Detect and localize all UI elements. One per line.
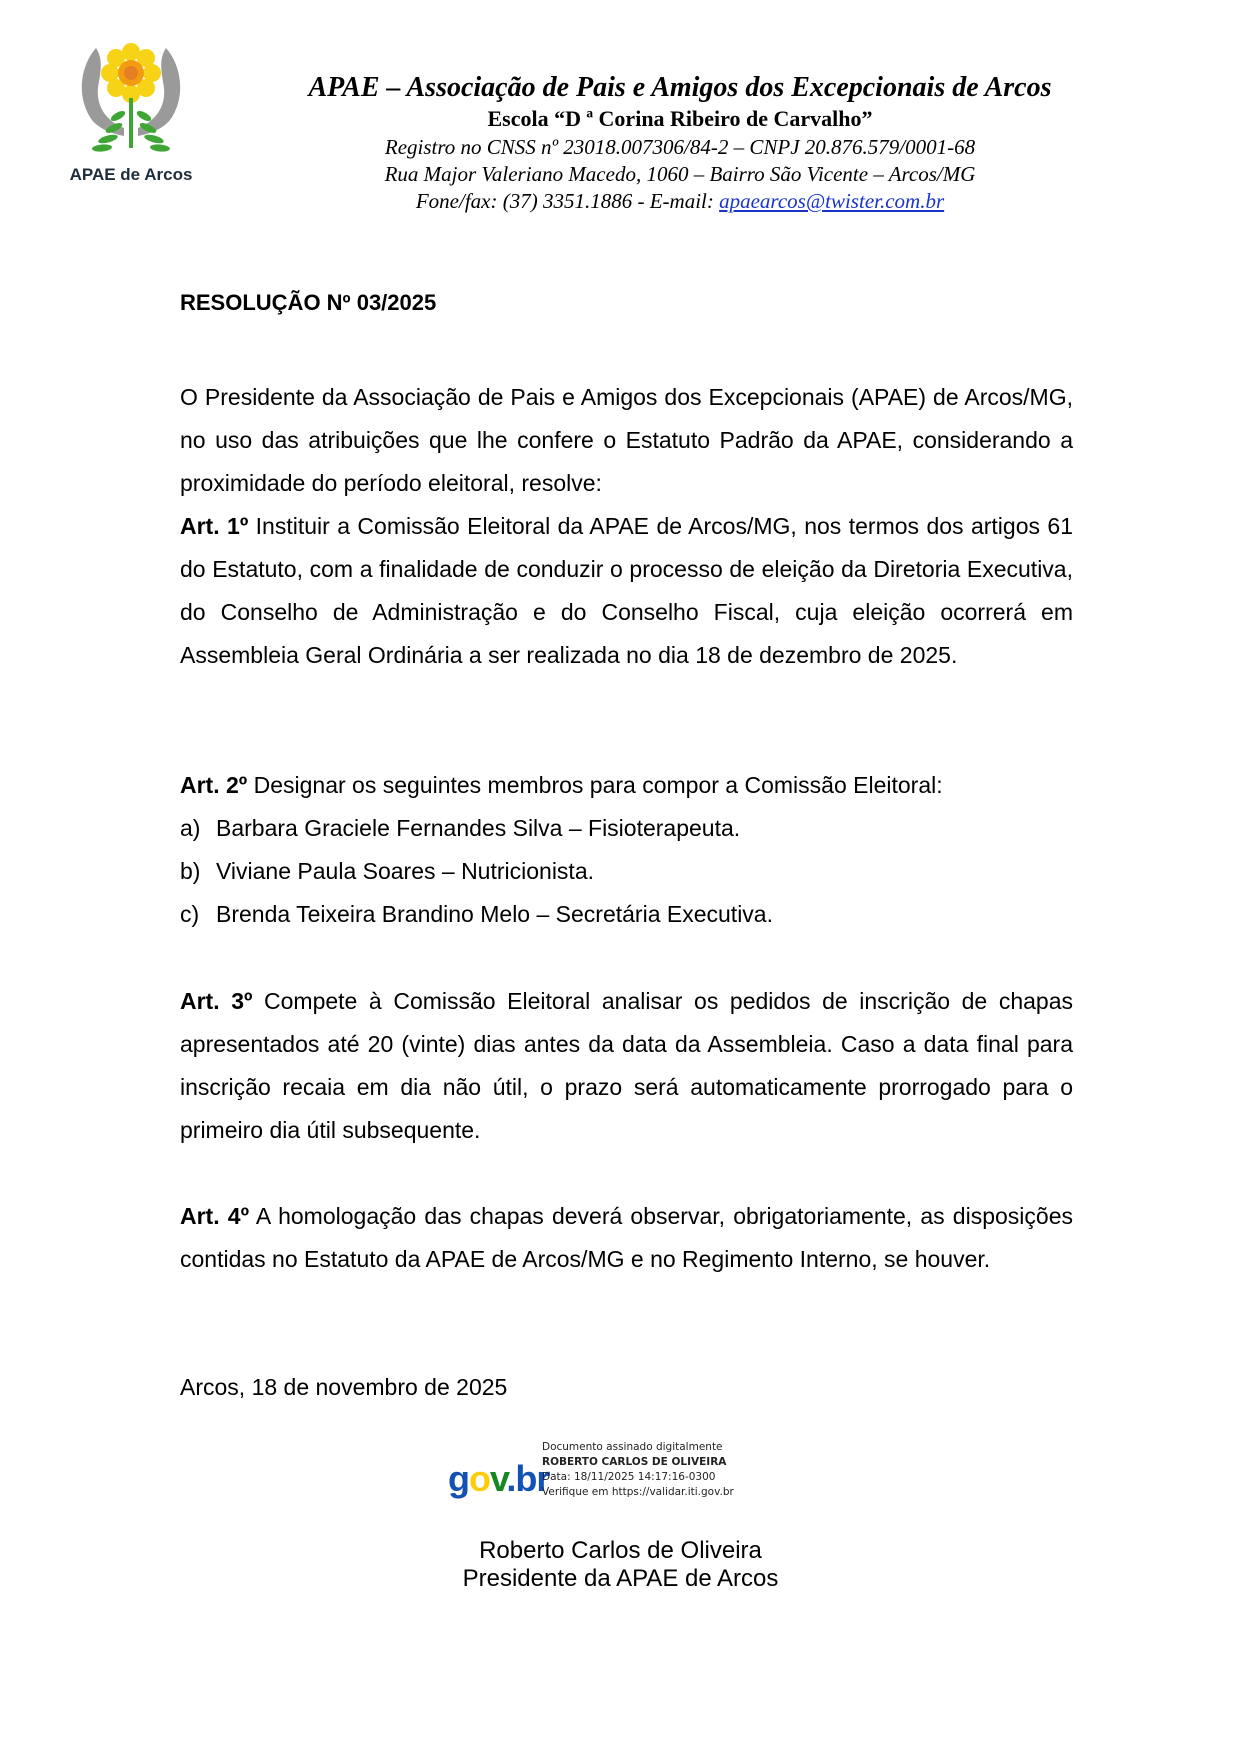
address-line: Rua Major Valeriano Macedo, 1060 – Bairro São Vicente – Arcos/MG	[384, 162, 976, 186]
article-2	[180, 764, 1073, 807]
article-3-text: Compete à Comissão Eleitoral analisar os pedidos de inscrição de chapas apresentados até 20 (vinte) dias antes da data da Assembleia. Caso a data final para inscrição recaia em dia não útil, o prazo será automaticamente prorrogado para o primeiro dia útil subsequente.	[180, 988, 1073, 1143]
member-text: Brenda Teixeira Brandino Melo – Secretária Executiva.	[216, 901, 773, 927]
stamp-line1: Documento assinado digitalmente	[542, 1441, 723, 1453]
list-item	[180, 850, 773, 893]
article-1-label: Art. 1º	[180, 513, 249, 539]
intro-paragraph	[180, 376, 1073, 505]
place-date: Arcos, 18 de novembro de 2025	[180, 1374, 508, 1400]
logo-caption: APAE de Arcos	[69, 165, 193, 184]
article-1	[180, 505, 1073, 677]
stamp-signer: ROBERTO CARLOS DE OLIVEIRA	[542, 1456, 727, 1468]
stamp-date: Data: 18/11/2025 14:17:16-0300	[542, 1471, 716, 1483]
resolution-heading: RESOLUÇÃO Nº 03/2025	[180, 290, 437, 315]
article-4	[180, 1195, 1073, 1281]
members-list	[180, 807, 773, 936]
apae-flower-hands-icon	[74, 38, 188, 163]
govbr-logo: gov.br	[448, 1458, 550, 1499]
article-1-text: Instituir a Comissão Eleitoral da APAE de Arcos/MG, nos termos dos artigos 61 do Estatuto, com a finalidade de conduzir o processo de eleição da Diretoria Executiva, do Conselho de Administração e do Conselho Fiscal, cuja eleição ocorrerá em Assembleia Geral Ordinária a ser realizada no dia 18 de dezembro de 2025.	[180, 513, 1073, 668]
contact-line	[240, 189, 1120, 214]
article-3-label: Art. 3º	[180, 988, 253, 1014]
article-2-label: Art. 2º	[180, 772, 248, 798]
member-text: Barbara Graciele Fernandes Silva – Fisioterapeuta.	[216, 815, 741, 841]
email-link[interactable]: apaearcos@twister.com.br	[719, 189, 945, 213]
stamp-verify: Verifique em https://validar.iti.gov.br	[542, 1486, 734, 1498]
article-4-label: Art. 4º	[180, 1203, 249, 1229]
apae-logo	[56, 38, 206, 188]
member-text: Viviane Paula Soares – Nutricionista.	[216, 858, 595, 884]
list-item	[180, 893, 773, 936]
signer-name: Roberto Carlos de Oliveira	[479, 1537, 762, 1564]
stamp-text	[542, 1440, 734, 1500]
digital-signature-stamp	[448, 1440, 778, 1515]
article-4-text: A homologação das chapas deverá observar, obrigatoriamente, as disposições contidas no Estatuto da APAE de Arcos/MG e no Regimento Interno, se houver.	[180, 1203, 1073, 1272]
list-marker: a)	[180, 815, 201, 841]
list-marker: c)	[180, 901, 200, 927]
list-item	[180, 807, 773, 850]
organization-title: APAE – Associação de Pais e Amigos dos Excepcionais de Arcos	[308, 72, 1052, 103]
phone-text: Fone/fax: (37) 3351.1886 - E-mail:	[415, 189, 720, 213]
intro-text: O Presidente da Associação de Pais e Amigos dos Excepcionais (APAE) de Arcos/MG, no uso das atribuições que lhe confere o Estatuto Padrão da APAE, considerando a proximidade do período eleitoral, resolve:	[180, 384, 1073, 496]
registry-line: Registro no CNSS nº 23018.007306/84-2 – CNPJ 20.876.579/0001-68	[384, 135, 976, 159]
school-name: Escola “D ª Corina Ribeiro de Carvalho”	[487, 106, 873, 131]
article-3	[180, 980, 1073, 1152]
article-2-text: Designar os seguintes membros para compor a Comissão Eleitoral:	[247, 772, 943, 798]
signer-role: Presidente da APAE de Arcos	[462, 1565, 779, 1592]
list-marker: b)	[180, 858, 201, 884]
